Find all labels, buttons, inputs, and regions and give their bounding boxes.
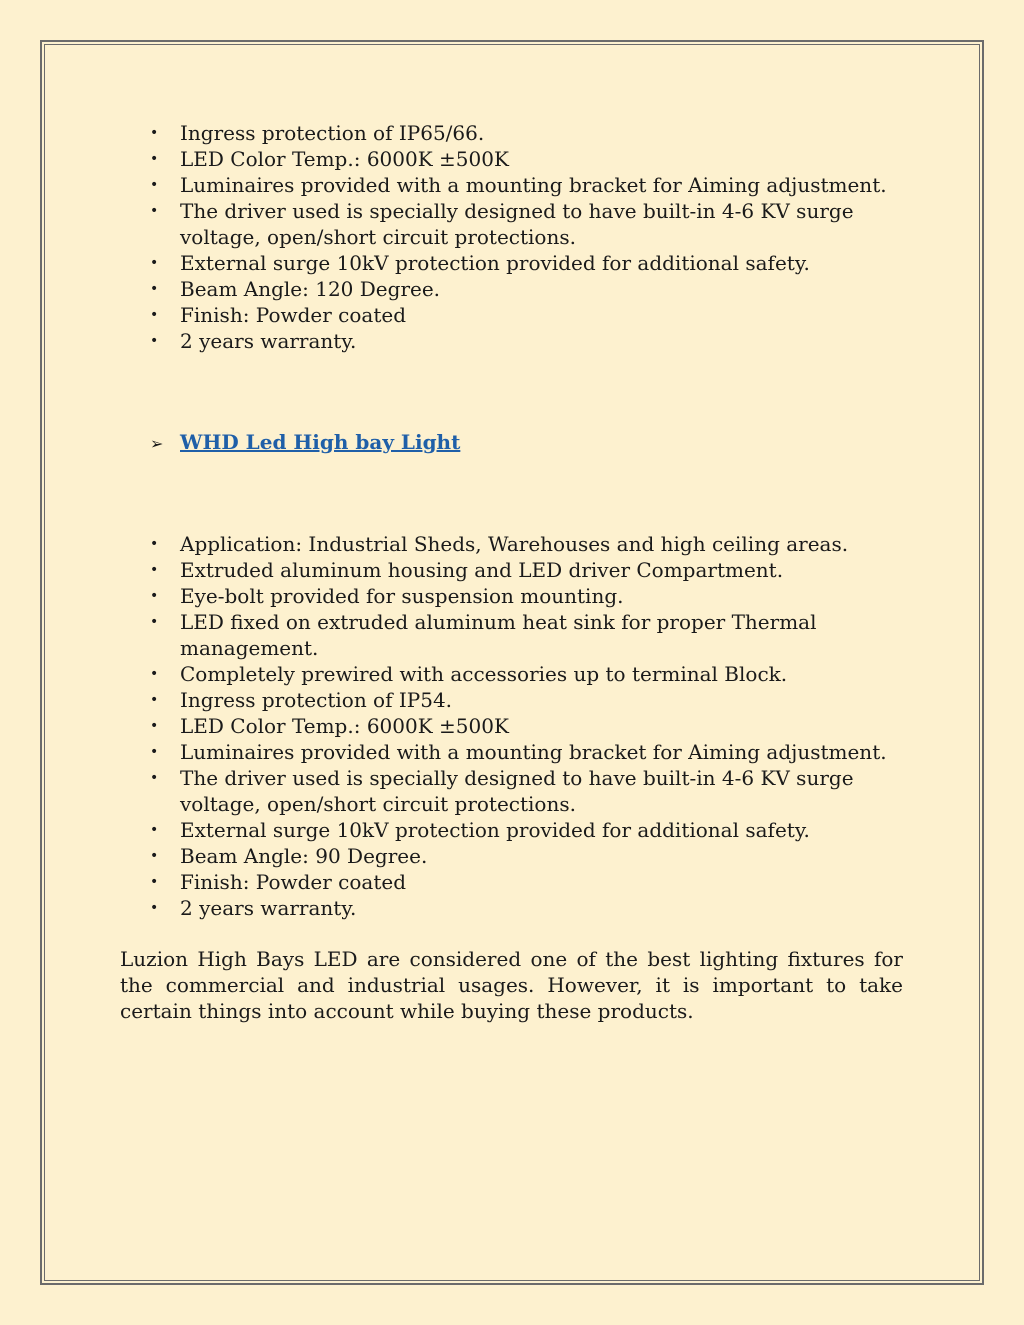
list-item: • LED Color Temp.: 6000K ±500K: [180, 146, 915, 172]
section-heading: [150, 429, 460, 457]
list-item: • Beam Angle: 90 Degree.: [180, 843, 915, 869]
list-item: • Luminaires provided with a mounting bracket for Aiming adjustment.: [180, 739, 915, 765]
list-item: • Completely prewired with accessories up to terminal Block.: [180, 661, 915, 687]
list-item: • 2 years warranty.: [180, 328, 915, 354]
list-item: • External surge 10kV protection provided for additional safety.: [180, 250, 915, 276]
list-item: • Ingress protection of IP54.: [180, 687, 915, 713]
list-item: • 2 years warranty.: [180, 895, 915, 921]
list-item: • LED Color Temp.: 6000K ±500K: [180, 713, 915, 739]
arrow-bullet-icon: ➢: [150, 434, 164, 453]
list-item: • External surge 10kV protection provided for additional safety.: [180, 817, 915, 843]
spec-list-second: [180, 531, 915, 921]
list-item: • Finish: Powder coated: [180, 302, 915, 328]
closing-paragraph: Luzion High Bays LED are considered one of the best lighting fixtures for the commercial and industrial usages. However, it is important to take certain things into account while buying these products.: [120, 947, 903, 1023]
list-item: • Extruded aluminum housing and LED driver Compartment.: [180, 557, 915, 583]
list-item: • The driver used is specially designed to have built-in 4-6 KV surge voltage, open/short circuit protections.: [180, 198, 915, 250]
list-item: • Luminaires provided with a mounting bracket for Aiming adjustment.: [180, 172, 915, 198]
list-item: • LED fixed on extruded aluminum heat sink for proper Thermal management.: [180, 609, 915, 661]
list-item: • Application: Industrial Sheds, Warehouses and high ceiling areas.: [180, 531, 915, 557]
product-title-link[interactable]: WHD Led High bay Light: [180, 430, 461, 454]
list-item: • The driver used is specially designed to have built-in 4-6 KV surge voltage, open/short circuit protections.: [180, 765, 915, 817]
list-item: • Beam Angle: 120 Degree.: [180, 276, 915, 302]
list-item: • Eye-bolt provided for suspension mounting.: [180, 583, 915, 609]
list-item: • Ingress protection of IP65/66.: [180, 120, 915, 146]
spec-list-first: [180, 120, 915, 354]
list-item: • Finish: Powder coated: [180, 869, 915, 895]
